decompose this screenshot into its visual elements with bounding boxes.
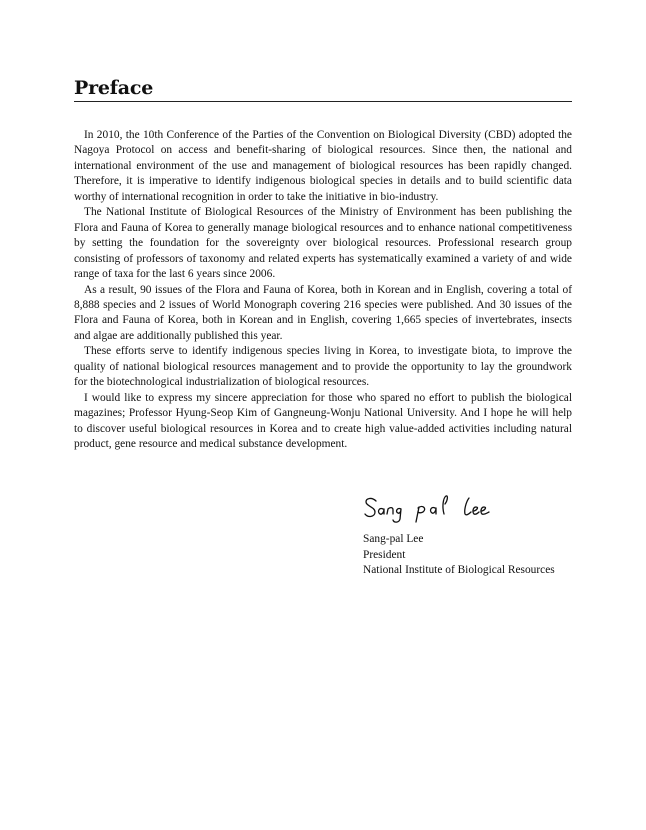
preface-body <box>74 128 572 453</box>
paragraph-cbd-nagoya: In 2010, the 10th Conference of the Parties of the Convention on Biological Diversity (CBD) adopted the Nagoya Protocol on access and benefit-sharing of biological resources. Since then, the national and international environment of the use and management of biological resources has been rapidly changed. Therefore, it is imperative to identify indigenous biological species in details and to build scientific data worthy of international recognition in order to take the initiative in bio-industry. <box>74 129 572 203</box>
page-title: Preface <box>74 77 154 99</box>
paragraph-nibr-publishing: The National Institute of Biological Resources of the Ministry of Environment has been publishing the Flora and Fauna of Korea to generally manage biological resources and to enhance national competitiveness by setting the foundation for the sovereignty over biological resources. Professional research group consisting of professors of taxonomy and related experts has systematically examined a variety of and wide range of taxa for the last 6 years since 2006. <box>74 206 572 281</box>
title-divider <box>74 101 572 102</box>
paragraph-appreciation: I would like to express my sincere appreciation for those who spared no effort to publish the biological magazines; Professor Hyung-Seop Kim of Gangneung-Wonju National University. And I hope he will help to discover useful biological resources in Korea and to create high value-added activities including natural product, gene resource and medical substance development. <box>74 391 572 451</box>
signatory-details <box>363 532 578 579</box>
signature-block <box>363 492 578 579</box>
paragraph-efforts: These efforts serve to identify indigenous species living in Korea, to investigate biota, to improve the quality of national biological resources management and to provide the opportunity to lay the groundwork for the biotechnological industrialization of biological resources. <box>74 345 572 389</box>
document-page <box>74 0 572 830</box>
signatory-position: President <box>363 548 406 561</box>
signatory-organization: National Institute of Biological Resources <box>363 564 555 576</box>
signatory-name: Sang-pal Lee <box>363 533 424 545</box>
handwritten-signature <box>363 492 513 524</box>
paragraph-results: As a result, 90 issues of the Flora and Fauna of Korea, both in Korean and in English, covering a total of 8,888 species and 2 issues of World Monograph covering 216 species were published. And 30 issues of the Flora and Fauna of Korea, both in Korean and in English, covering 1,665 species of invertebrates, insects and algae are additionally published this year. <box>74 283 572 342</box>
